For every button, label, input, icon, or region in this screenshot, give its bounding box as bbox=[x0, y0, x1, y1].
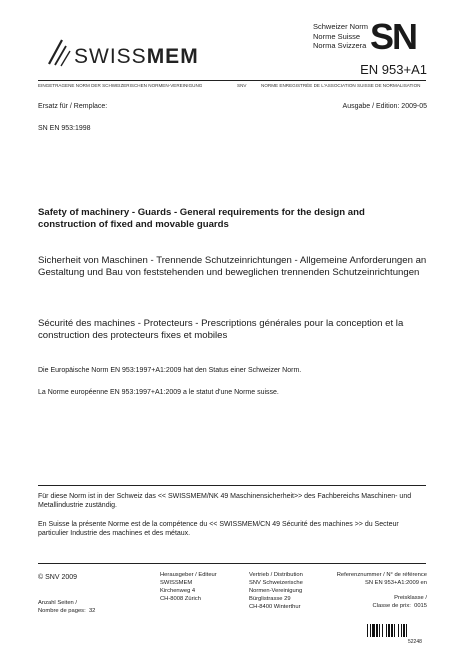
standard-number: EN 953+A1 bbox=[360, 62, 427, 77]
reference-block bbox=[337, 571, 427, 610]
barcode-bar bbox=[382, 624, 383, 637]
publisher-street: Kirchenweg 4 bbox=[160, 588, 196, 595]
responsibility-rule bbox=[38, 485, 426, 486]
publisher-city: CH-8008 Zürich bbox=[160, 596, 201, 603]
distribution-street: Bürglistrasse 29 bbox=[249, 596, 291, 603]
reference-label: Referenznummer / N° de référence bbox=[336, 572, 427, 578]
distribution-line-2: Normen-Vereinigung bbox=[249, 588, 303, 595]
publisher-block bbox=[160, 571, 217, 603]
barcode-number: 52248 bbox=[408, 639, 422, 645]
price-value: 0015 bbox=[414, 603, 427, 610]
publisher-heading: Herausgeber / Editeur bbox=[160, 572, 217, 578]
barcode-bar bbox=[401, 624, 402, 637]
price-label-fr: Classe de prix: bbox=[372, 603, 411, 610]
snv-name-it: Norma Svizzera bbox=[313, 41, 367, 50]
barcode-bar bbox=[367, 624, 368, 637]
distribution-city: CH-8400 Winterthur bbox=[249, 604, 301, 611]
reference-value: SN EN 953+A1:2009 en bbox=[364, 580, 427, 587]
price-label-de: Preisklasse / bbox=[394, 595, 427, 602]
barcode-bar bbox=[372, 624, 375, 637]
strip-right: NORME ENREGISTRÉE DE L'ASSOCIATION SUISSE DE NORMALISATION bbox=[261, 83, 421, 88]
barcode bbox=[367, 624, 427, 637]
replaces-label: Ersatz für / Remplace: bbox=[38, 103, 108, 110]
pages-info bbox=[38, 599, 95, 615]
status-french: La Norme européenne EN 953:1997+A1:2009 a le statut d'une Norme suisse. bbox=[38, 389, 279, 396]
distribution-heading: Vertrieb / Distribution bbox=[249, 572, 303, 578]
publisher-name: SWISSMEM bbox=[160, 580, 193, 587]
strip-mid: SNV bbox=[237, 83, 247, 88]
strip-left: EINGETRAGENE NORM DER SCHWEIZERISCHEN NORMEN-VEREINIGUNG bbox=[38, 83, 203, 88]
barcode-bar bbox=[386, 624, 387, 637]
logo-text-bold: MEM bbox=[146, 45, 199, 68]
snv-name-de: Schweizer Norm bbox=[313, 22, 369, 31]
barcode-bar bbox=[391, 624, 393, 637]
edition: Ausgabe / Edition: 2009-05 bbox=[342, 103, 427, 110]
barcode-bar bbox=[403, 624, 405, 637]
barcode-bar bbox=[376, 624, 378, 637]
responsibility-french: En Suisse la présente Norme est de la compétence du << SWISSMEM/CN 49 Sécurité des machines >> du Secteur particulier Industrie des machines et des métaux. bbox=[38, 521, 399, 537]
status-german: Die Europäische Norm EN 953:1997+A1:2009 hat den Status einer Schweizer Norm. bbox=[38, 367, 302, 374]
header-rule bbox=[38, 80, 426, 81]
swissmem-logo bbox=[46, 36, 199, 70]
snv-name-fr: Norme Suisse bbox=[313, 31, 361, 41]
distribution-line-1: SNV Schweizerische bbox=[249, 580, 303, 587]
barcode-icon bbox=[367, 624, 427, 637]
barcode-bar bbox=[370, 624, 371, 637]
distribution-block bbox=[249, 571, 303, 611]
barcode-bar bbox=[398, 624, 399, 637]
barcode-bar bbox=[379, 624, 380, 637]
replaced-standard: SN EN 953:1998 bbox=[38, 125, 91, 132]
title-french: Sécurité des machines - Protecteurs - Prescriptions générales pour la conception et la construction des protecteurs fixes et mobiles bbox=[38, 318, 404, 341]
barcode-bar bbox=[394, 624, 395, 637]
swissmem-logo-mark-icon bbox=[46, 36, 76, 68]
snv-names bbox=[313, 22, 368, 51]
snv-mark: SN bbox=[370, 16, 417, 57]
copyright: © SNV 2009 bbox=[38, 574, 78, 581]
title-english: Safety of machinery - Guards - General requirements for the design and construction of fixed and movable guards bbox=[38, 207, 365, 230]
footer-rule bbox=[38, 563, 426, 564]
pages-value: 32 bbox=[88, 608, 96, 615]
logo-text-light: SWISS bbox=[74, 45, 147, 68]
barcode-bar bbox=[388, 624, 390, 637]
pages-label-fr: Nombre de pages: bbox=[38, 608, 86, 615]
title-german: Sicherheit von Maschinen - Trennende Schutzeinrichtungen - Allgemeine Anforderungen an Gestaltung und Bau von feststehenden und beweglichen trennenden Schutzeinrichtungen bbox=[38, 255, 427, 278]
barcode-bar bbox=[406, 624, 407, 637]
pages-label-de: Anzahl Seiten / bbox=[38, 600, 77, 606]
responsibility-german: Für diese Norm ist in der Schweiz das << SWISSMEM/NK 49 Maschinensicherheit>> des Fachbereichs Maschinen- und Metallindustrie zuständig. bbox=[38, 493, 412, 509]
